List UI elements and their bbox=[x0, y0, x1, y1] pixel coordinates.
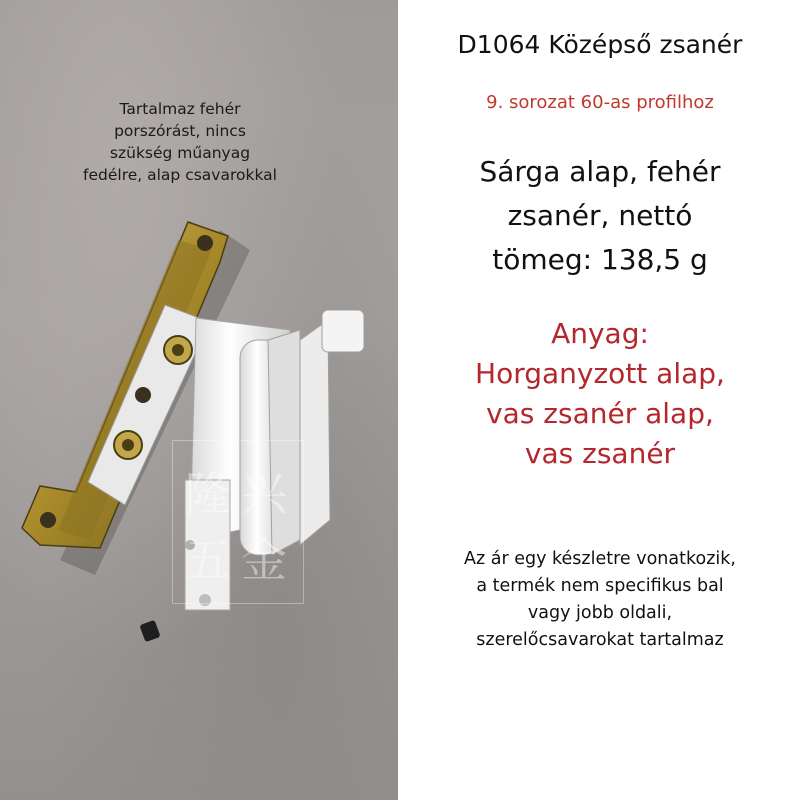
price-note bbox=[400, 546, 800, 654]
material-line: vas zsanér bbox=[524, 437, 676, 470]
product-description bbox=[400, 150, 800, 282]
screw-hole-top bbox=[197, 235, 213, 251]
material-line: Anyag: bbox=[551, 317, 649, 350]
caption-line: Tartalmaz fehér bbox=[119, 100, 241, 118]
watermark-char: 隆 bbox=[185, 467, 231, 521]
photo-caption bbox=[50, 98, 310, 186]
caption-line: porszórást, nincs bbox=[114, 122, 246, 140]
caption-line: szükség műanyag bbox=[109, 144, 251, 162]
hinge-pin-cap bbox=[322, 310, 364, 352]
watermark-char: 兴 bbox=[241, 467, 287, 521]
description-line: tömeg: 138,5 g bbox=[492, 243, 708, 276]
series-label: 9. sorozat 60-as profilhoz bbox=[486, 92, 714, 113]
screw-hole-bottom bbox=[40, 512, 56, 528]
watermark-char: 五 bbox=[185, 533, 231, 587]
info-panel bbox=[400, 0, 800, 800]
watermark-char: 金 bbox=[241, 533, 287, 587]
description-line: zsanér, nettó bbox=[507, 199, 693, 232]
material-info bbox=[400, 314, 800, 474]
caption-line: fedélre, alap csavarokkal bbox=[83, 166, 277, 184]
product-photo bbox=[0, 0, 398, 800]
material-line: Horganyzott alap, bbox=[475, 357, 725, 390]
note-line: Az ár egy készletre vonatkozik, bbox=[464, 549, 736, 569]
watermark-stamp bbox=[172, 440, 304, 604]
note-line: a termék nem specifikus bal bbox=[476, 576, 724, 596]
note-line: vagy jobb oldali, bbox=[527, 603, 673, 623]
material-line: vas zsanér alap, bbox=[486, 397, 714, 430]
note-line: szerelőcsavarokat tartalmaz bbox=[476, 630, 724, 650]
loose-screw bbox=[139, 620, 160, 642]
description-line: Sárga alap, fehér bbox=[479, 155, 721, 188]
product-title: D1064 Középső zsanér bbox=[457, 30, 743, 59]
